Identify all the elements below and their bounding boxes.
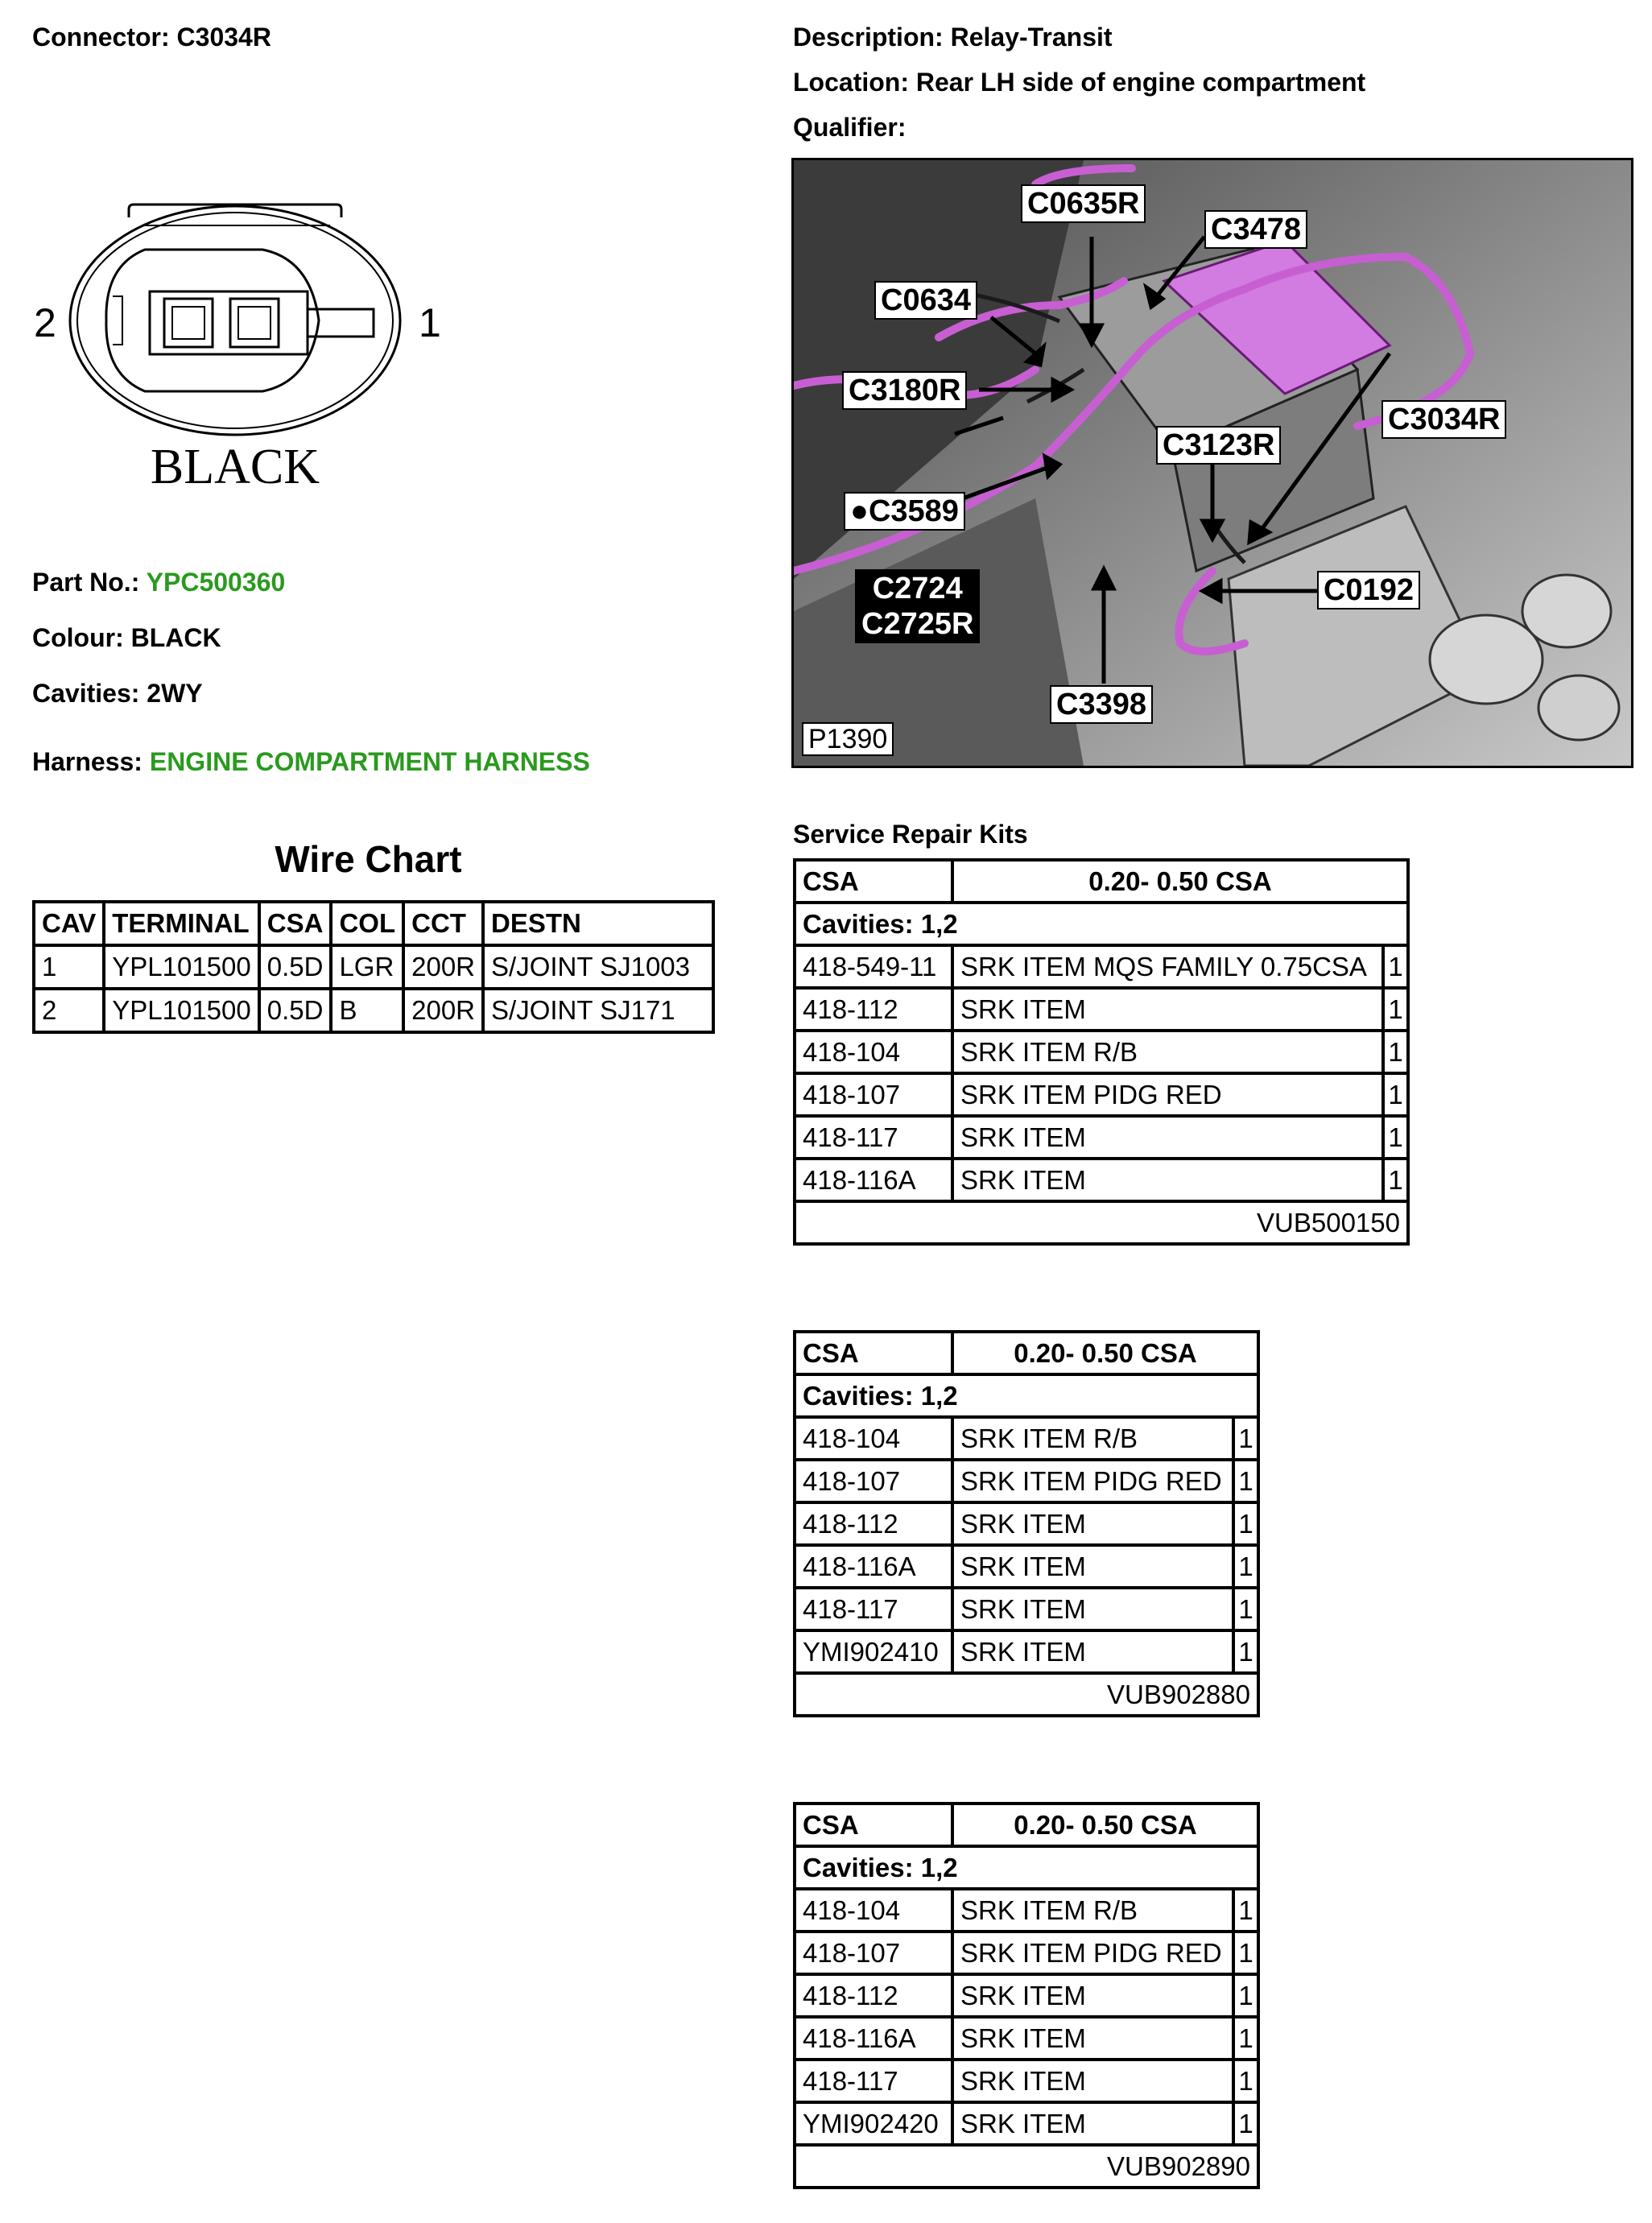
- kit-item-desc: SRK ITEM: [952, 1159, 1383, 1201]
- kit-item-qty: 1: [1233, 1974, 1258, 2017]
- kit-part-no: 418-112: [795, 988, 952, 1031]
- kit-item-desc: SRK ITEM PIDG RED: [952, 1932, 1233, 1974]
- col-cell: LGR: [331, 945, 403, 989]
- kit-item-desc: SRK ITEM R/B: [952, 1031, 1383, 1073]
- kit-header-row: [795, 860, 1408, 903]
- kit-item-desc: SRK ITEM: [952, 1502, 1233, 1545]
- callout-c0635r: C0635R: [1021, 184, 1146, 223]
- table-row: [795, 988, 1408, 1031]
- wire-chart-title: Wire Chart: [275, 838, 462, 880]
- callout-c2724: C2724: [872, 572, 963, 605]
- part-no-line: [32, 568, 285, 597]
- connector-label: Connector:: [32, 23, 170, 52]
- kit-item-desc: SRK ITEM: [952, 2102, 1233, 2145]
- kit-cavities: Cavities: 1,2: [795, 903, 1408, 945]
- kit-item-desc: SRK ITEM: [952, 1974, 1233, 2017]
- kit-item-desc: SRK ITEM PIDG RED: [952, 1460, 1233, 1502]
- kit-part-no: 418-112: [795, 1974, 952, 2017]
- kit-item-desc: SRK ITEM: [952, 1588, 1233, 1630]
- table-row: [795, 1502, 1258, 1545]
- cavities-line: [32, 679, 203, 709]
- terminal-cell: YPL101500: [104, 945, 259, 989]
- table-row: [795, 1974, 1258, 2017]
- kit-csa-value: 0.20- 0.50 CSA: [952, 860, 1408, 903]
- kit-item-desc: SRK ITEM: [952, 1630, 1233, 1673]
- table-row: [795, 2017, 1258, 2060]
- table-row: [795, 1889, 1258, 1932]
- kit-item-qty: 1: [1233, 2017, 1258, 2060]
- table-row: [795, 1417, 1258, 1460]
- kit-item-desc: SRK ITEM: [952, 988, 1383, 1031]
- kit-csa-label: CSA: [795, 1332, 952, 1374]
- wire-chart-table: [32, 900, 715, 1034]
- kit-item-qty: 1: [1383, 1073, 1408, 1116]
- kit-csa-label: CSA: [795, 1804, 952, 1846]
- repair-kit-table-1: [793, 858, 1410, 1246]
- column-header: TERMINAL: [104, 902, 259, 945]
- kit-cavities-row: [795, 1846, 1258, 1889]
- kit-csa-label: CSA: [795, 860, 952, 903]
- qualifier-label: Qualifier:: [793, 113, 907, 142]
- kit-csa-value: 0.20- 0.50 CSA: [952, 1332, 1258, 1374]
- part-no-label: Part No.:: [32, 568, 140, 597]
- kit-cavities-row: [795, 903, 1408, 945]
- kit-part-no: 418-116A: [795, 2017, 952, 2060]
- pin-1-label: 1: [419, 300, 441, 345]
- table-row: [795, 1932, 1258, 1974]
- table-row: [795, 1460, 1258, 1502]
- kit-item-qty: 1: [1383, 1116, 1408, 1159]
- cavities-label: Cavities:: [32, 679, 140, 708]
- table-row: [795, 1545, 1258, 1588]
- col-cell: B: [331, 989, 403, 1032]
- destn-cell: S/JOINT SJ1003: [483, 945, 713, 989]
- table-row: [34, 945, 713, 989]
- figure-id: P1390: [802, 722, 894, 756]
- kit-item-desc: SRK ITEM: [952, 2060, 1233, 2102]
- harness-line: [32, 747, 590, 777]
- kit-item-qty: 1: [1233, 1889, 1258, 1932]
- colour-line: [32, 623, 221, 653]
- location-label: Location:: [793, 68, 909, 97]
- kit-part-no: 418-116A: [795, 1159, 952, 1201]
- kit-part-no: YMI902420: [795, 2102, 952, 2145]
- kit-item-qty: 1: [1383, 1031, 1408, 1073]
- kit-header-row: [795, 1804, 1258, 1846]
- kit-cavities-row: [795, 1374, 1258, 1417]
- cavities-value: 2WY: [147, 679, 203, 708]
- description-label: Description:: [793, 23, 944, 52]
- harness-link[interactable]: ENGINE COMPARTMENT HARNESS: [149, 747, 590, 776]
- csa-cell: 0.5D: [259, 945, 332, 989]
- kit-part-no: 418-104: [795, 1889, 952, 1932]
- destn-cell: S/JOINT SJ171: [483, 989, 713, 1032]
- callout-c3398: C3398: [1050, 685, 1153, 724]
- kit-item-qty: 1: [1383, 988, 1408, 1031]
- location-photo: [791, 158, 1633, 768]
- kit-item-qty: 1: [1233, 1588, 1258, 1630]
- kit-number: VUB500150: [795, 1201, 1408, 1244]
- connector-colour-label: BLACK: [150, 440, 320, 494]
- harness-label: Harness:: [32, 747, 142, 776]
- kit-part-no: 418-117: [795, 1588, 952, 1630]
- callout-c0634: C0634: [874, 281, 977, 320]
- cct-cell: 200R: [403, 989, 483, 1032]
- callout-c3589: [844, 492, 965, 531]
- kit-item-qty: 1: [1233, 1502, 1258, 1545]
- repair-kits-title: Service Repair Kits: [793, 820, 1028, 849]
- kit-cavities: Cavities: 1,2: [795, 1846, 1258, 1889]
- callout-c3478: C3478: [1204, 210, 1307, 249]
- terminal-cell: YPL101500: [104, 989, 259, 1032]
- callout-c3589-label: C3589: [868, 494, 959, 528]
- description-value: Relay-Transit: [950, 23, 1113, 52]
- kit-item-qty: 1: [1233, 2060, 1258, 2102]
- table-row: [795, 2060, 1258, 2102]
- kit-part-no: 418-112: [795, 1502, 952, 1545]
- colour-label: Colour:: [32, 623, 124, 652]
- kit-part-no: 418-549-11: [795, 945, 952, 988]
- table-row: [795, 1630, 1258, 1673]
- connector-id: C3034R: [176, 23, 271, 52]
- kit-part-no: 418-107: [795, 1460, 952, 1502]
- repair-kit-table-2: [793, 1330, 1260, 1717]
- column-header: CCT: [403, 902, 483, 945]
- bullet-icon: ●: [850, 494, 869, 528]
- table-row: [795, 1031, 1408, 1073]
- column-header: COL: [331, 902, 403, 945]
- cct-cell: 200R: [403, 945, 483, 989]
- kit-item-qty: 1: [1233, 1460, 1258, 1502]
- kit-item-desc: SRK ITEM MQS FAMILY 0.75CSA: [952, 945, 1383, 988]
- callout-c3034r: C3034R: [1381, 400, 1506, 439]
- kit-item-qty: 1: [1383, 945, 1408, 988]
- connector-face-diagram: [24, 201, 443, 523]
- kit-item-desc: SRK ITEM PIDG RED: [952, 1073, 1383, 1116]
- kit-cavities: Cavities: 1,2: [795, 1374, 1258, 1417]
- part-no-link[interactable]: YPC500360: [146, 568, 286, 597]
- kit-item-qty: 1: [1233, 1932, 1258, 1974]
- kit-part-no: 418-116A: [795, 1545, 952, 1588]
- location-value: Rear LH side of engine compartment: [915, 68, 1366, 97]
- table-row: [795, 1159, 1408, 1201]
- table-row: [34, 989, 713, 1032]
- kit-item-qty: 1: [1233, 1630, 1258, 1673]
- kit-part-no: 418-104: [795, 1417, 952, 1460]
- kit-item-desc: SRK ITEM: [952, 2017, 1233, 2060]
- kit-item-qty: 1: [1233, 1545, 1258, 1588]
- location-line: [793, 68, 1365, 97]
- description-line: [793, 23, 1113, 52]
- callout-c0192: C0192: [1317, 571, 1420, 609]
- table-row: [795, 1073, 1408, 1116]
- table-row: [795, 945, 1408, 988]
- column-header: CAV: [34, 902, 104, 945]
- column-header: CSA: [259, 902, 332, 945]
- wire-chart-header-row: [34, 902, 713, 945]
- kit-item-desc: SRK ITEM: [952, 1545, 1233, 1588]
- kit-header-row: [795, 1332, 1258, 1374]
- kit-item-qty: 1: [1233, 2102, 1258, 2145]
- table-row: [795, 2102, 1258, 2145]
- kit-item-desc: SRK ITEM: [952, 1116, 1383, 1159]
- kit-part-no: 418-107: [795, 1932, 952, 1974]
- csa-cell: 0.5D: [259, 989, 332, 1032]
- column-header: DESTN: [483, 902, 713, 945]
- callout-c3180r: C3180R: [842, 371, 967, 410]
- cav-cell: 1: [34, 945, 104, 989]
- cav-cell: 2: [34, 989, 104, 1032]
- kit-part-no: 418-117: [795, 1116, 952, 1159]
- kit-part-no: 418-104: [795, 1031, 952, 1073]
- kit-part-no: 418-107: [795, 1073, 952, 1116]
- kit-number-row: [795, 1673, 1258, 1716]
- connector-heading: [32, 23, 271, 52]
- colour-value: BLACK: [130, 623, 221, 652]
- kit-number-row: [795, 2145, 1258, 2188]
- connector-outer-shell: [70, 206, 400, 435]
- kit-number: VUB902880: [795, 1673, 1258, 1716]
- callout-c2725r: C2725R: [861, 607, 974, 641]
- pin-2-label: 2: [34, 300, 56, 345]
- table-row: [795, 1588, 1258, 1630]
- kit-number-row: [795, 1201, 1408, 1244]
- kit-item-qty: 1: [1383, 1159, 1408, 1201]
- kit-part-no: YMI902410: [795, 1630, 952, 1673]
- table-row: [795, 1116, 1408, 1159]
- kit-part-no: 418-117: [795, 2060, 952, 2102]
- kit-csa-value: 0.20- 0.50 CSA: [952, 1804, 1258, 1846]
- kit-item-desc: SRK ITEM R/B: [952, 1417, 1233, 1460]
- qualifier-line: [793, 113, 906, 143]
- kit-number: VUB902890: [795, 2145, 1258, 2188]
- repair-kit-table-3: [793, 1802, 1260, 2189]
- callout-c2724-c2725r: [855, 569, 980, 643]
- callout-c3123r: C3123R: [1156, 426, 1281, 465]
- kit-item-qty: 1: [1233, 1417, 1258, 1460]
- kit-item-desc: SRK ITEM R/B: [952, 1889, 1233, 1932]
